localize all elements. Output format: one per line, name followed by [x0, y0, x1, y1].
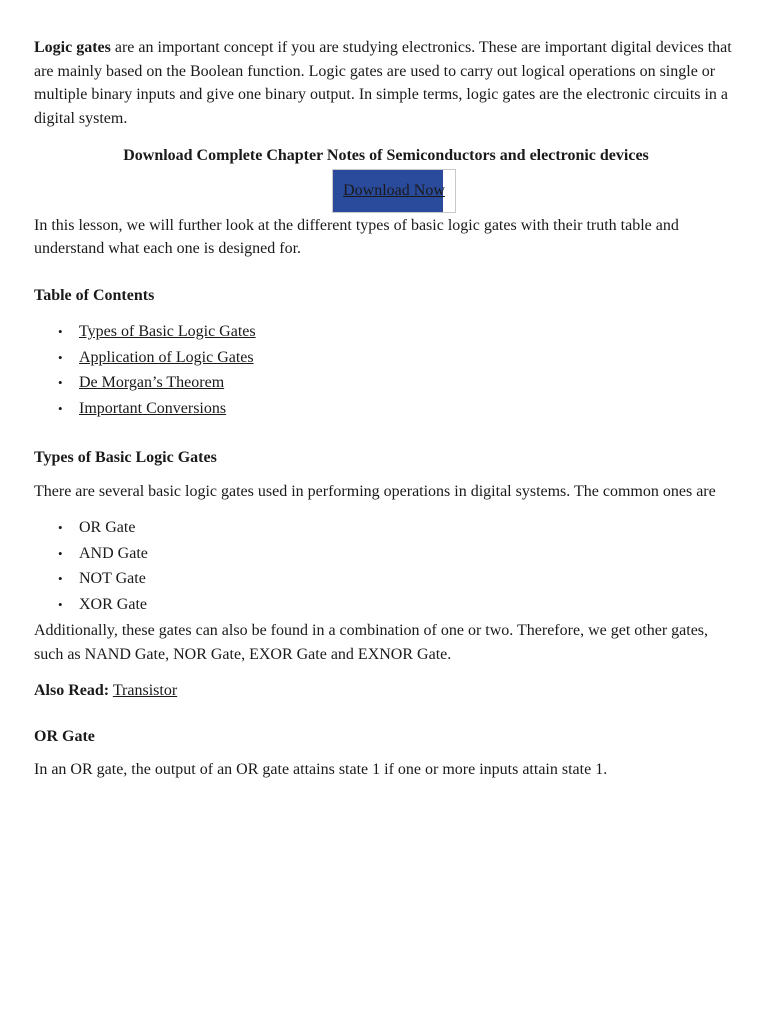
intro-text: are an important concept if you are studying electronics. These are important digital devices that are mainly based on the Boolean function. Logic gates are used to carry out logical operations on single or multiple binary inputs and give one binary output. In simple terms, logic gates are the electronic circuits in a digital system.: [34, 39, 732, 127]
intro-paragraph: [34, 36, 736, 130]
additional-paragraph: Additionally, these gates can also be found in a combination of one or two. Therefore, we get other gates, such as NAND Gate, NOR Gate, EXOR Gate and EXNOR Gate.: [34, 622, 709, 663]
download-heading: Download Complete Chapter Notes of Semiconductors and electronic devices: [123, 147, 649, 164]
types-heading: Types of Basic Logic Gates: [34, 449, 217, 466]
download-button-wrap: [34, 169, 736, 213]
toc-item: [79, 370, 736, 396]
toc-item: [79, 319, 736, 345]
also-read: [34, 679, 736, 703]
toc-link-de-morgan[interactable]: De Morgan’s Theorem: [79, 374, 225, 391]
gate-list-item: • AND Gate: [79, 541, 736, 567]
gate-list-item: • NOT Gate: [79, 566, 736, 592]
toc-link-application[interactable]: Application of Logic Gates: [79, 348, 254, 366]
toc-link-conversions[interactable]: Important Conversions: [79, 399, 227, 417]
toc-link-types[interactable]: Types of Basic Logic Gates: [79, 323, 256, 340]
toc-item: [79, 396, 736, 422]
toc-heading: Table of Contents: [34, 286, 155, 304]
gate-list: [34, 515, 736, 617]
toc-item: [79, 345, 736, 371]
also-read-label: Also Read:: [34, 682, 110, 699]
lesson-paragraph: In this lesson, we will further look at the different types of basic logic gates with their truth table and understand what each one is designed for.: [34, 216, 679, 257]
download-now-button[interactable]: Download Now: [332, 169, 456, 213]
types-intro-paragraph: There are several basic logic gates used in performing operations in digital systems. The common ones are: [34, 482, 716, 500]
or-gate-heading: OR Gate: [34, 727, 95, 745]
intro-bold-term: Logic gates: [34, 39, 111, 56]
transistor-link[interactable]: Transistor: [112, 682, 178, 699]
gate-list-item: • OR Gate: [79, 515, 736, 541]
toc-list: [34, 319, 736, 421]
or-gate-paragraph: In an OR gate, the output of an OR gate attains state 1 if one or more inputs attain state 1.: [34, 761, 608, 778]
gate-list-item: • XOR Gate: [79, 592, 736, 618]
